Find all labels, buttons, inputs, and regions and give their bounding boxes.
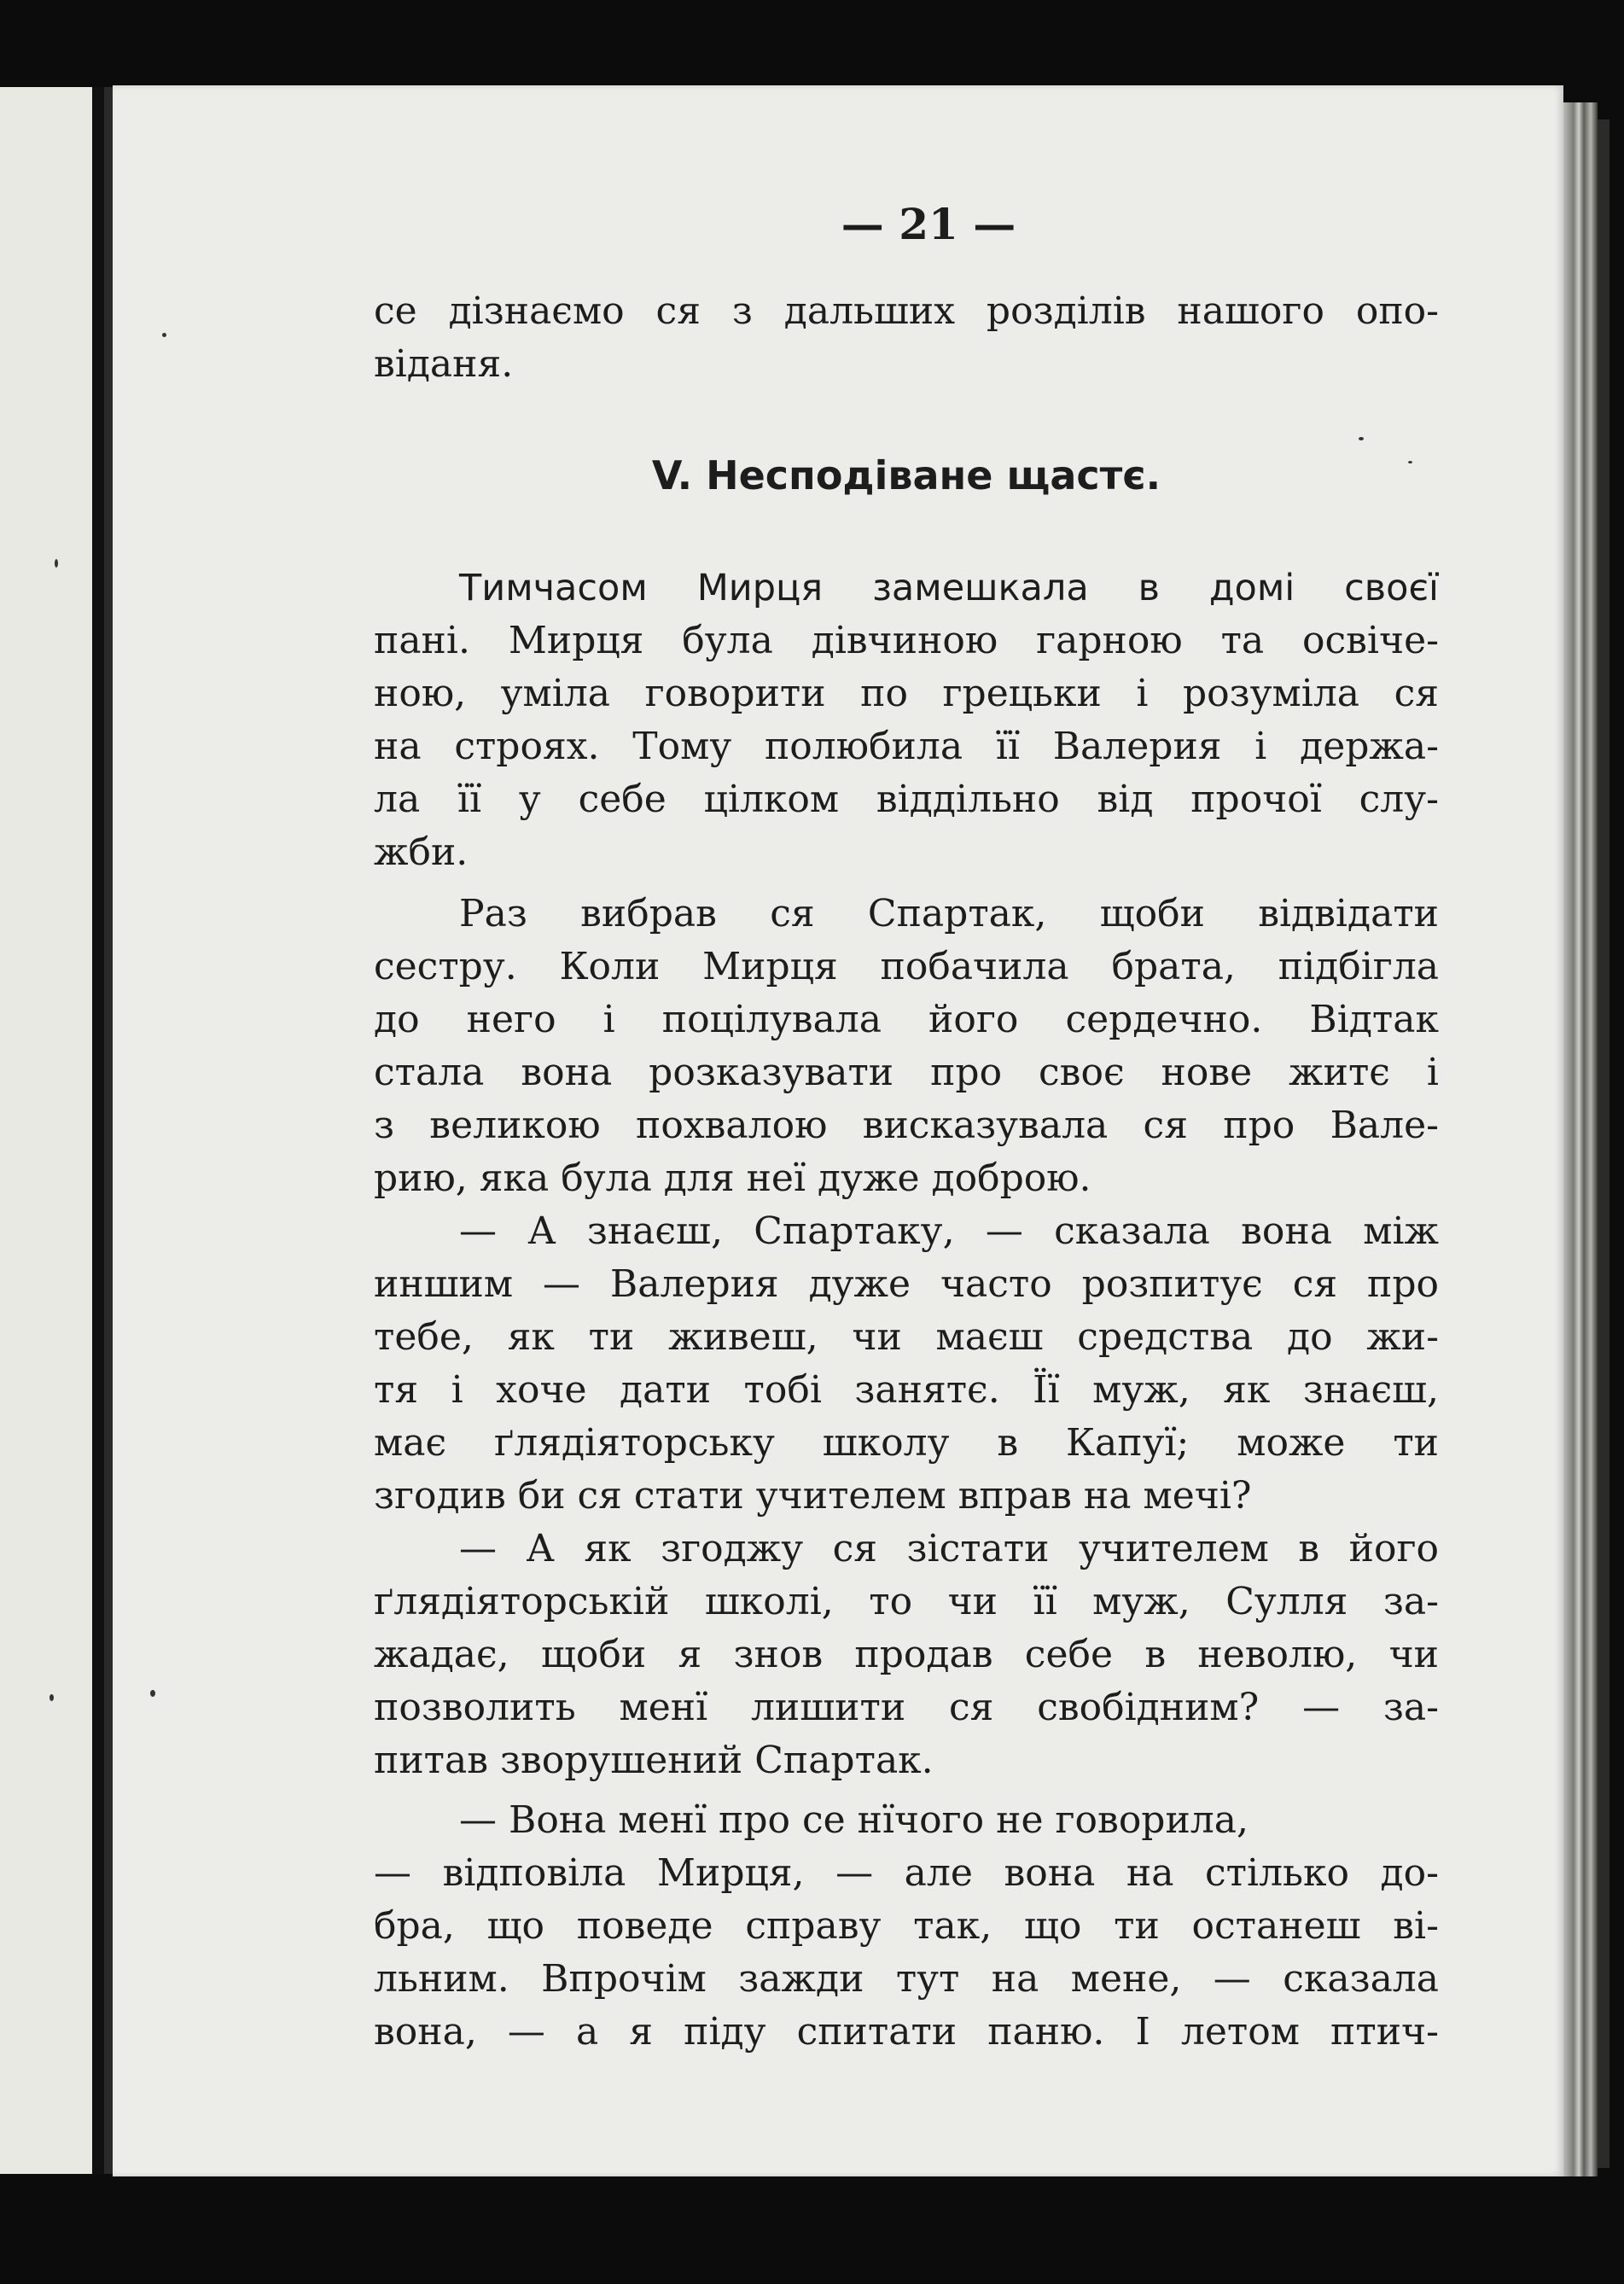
text-line: — А як згоджу ся зістати учителем в його bbox=[459, 1527, 1439, 1570]
paragraph-4 bbox=[374, 1523, 1439, 1787]
text-line: — Вона менї про се нїчого не говорила, bbox=[459, 1798, 1249, 1842]
text-line: сестру. Коли Мирця побачила брата, підбігла bbox=[374, 945, 1439, 988]
text-line: иншим — Валерия дуже часто розпитує ся про bbox=[374, 1262, 1439, 1306]
text-line: на строях. Тому полюбила її Валерия і держа- bbox=[374, 725, 1439, 768]
text-line: пані. Мирця була дівчиною гарною та освіче- bbox=[374, 619, 1439, 662]
paragraph-5 bbox=[374, 1794, 1439, 2059]
page-text-column bbox=[374, 198, 1439, 2059]
paragraph-2 bbox=[374, 888, 1439, 1205]
text-line: Тимчасом Мирця замешкала в домі своєї bbox=[459, 567, 1439, 609]
text-line: позволить менї лишити ся свобідним? — за- bbox=[374, 1686, 1439, 1729]
text-line: ла її у себе цілком віддільно від прочої слу- bbox=[374, 778, 1439, 821]
paragraph-3 bbox=[374, 1205, 1439, 1523]
text-line: віданя. bbox=[374, 342, 514, 386]
chapter-heading: V. Несподіване щастє. bbox=[651, 452, 1161, 498]
text-line: до него і поцілувала його сердечно. Відтак bbox=[374, 998, 1439, 1041]
paragraph-1 bbox=[374, 562, 1439, 879]
print-speck bbox=[162, 333, 166, 337]
text-line: — А знаєш, Спартаку, — сказала вона між bbox=[459, 1209, 1439, 1253]
text-line: жби. bbox=[374, 830, 469, 874]
text-line: вона, — а я піду спитати паню. І летом птич- bbox=[374, 2010, 1439, 2054]
print-speck bbox=[150, 1690, 155, 1697]
text-line: має ґлядіяторську школу в Капуї; може ти bbox=[374, 1421, 1439, 1465]
text-line: рию, яка була для неї дуже доброю. bbox=[374, 1157, 1091, 1200]
print-speck bbox=[49, 1694, 54, 1701]
text-line: бра, що поведе справу так, що ти останеш ві- bbox=[374, 1904, 1439, 1948]
book-gutter bbox=[104, 87, 113, 2174]
text-line: стала вона розказувати про своє нове житє і bbox=[374, 1051, 1439, 1094]
text-line: ґлядіяторській школі, то чи її муж, Сулля за- bbox=[374, 1580, 1439, 1623]
left-page-margin bbox=[0, 87, 101, 2174]
text-line: се дізнаємо ся з дальших розділів нашого опо- bbox=[374, 289, 1439, 333]
intro-paragraph bbox=[374, 285, 1439, 391]
page-number: — 21 — bbox=[841, 199, 1016, 249]
text-line: — відповіла Мирця, — але вона на стілько до- bbox=[374, 1851, 1439, 1895]
print-speck bbox=[55, 559, 58, 568]
text-line: згодив би ся стати учителем вправ на мечі? bbox=[374, 1474, 1252, 1518]
text-line: тя і хоче дати тобі занятє. Її муж, як знаєш, bbox=[374, 1368, 1439, 1412]
text-line: льним. Впрочім зажди тут на мене, — сказала bbox=[374, 1957, 1439, 2001]
text-line: тебе, як ти живеш, чи маєш средства до жи- bbox=[374, 1315, 1439, 1359]
page-stack-edge bbox=[1563, 102, 1598, 2176]
left-page-border bbox=[92, 87, 104, 2174]
text-line: з великою похвалою висказувала ся про Вале- bbox=[374, 1104, 1439, 1147]
page-stack-shadow bbox=[1598, 119, 1609, 2168]
text-line: ною, уміла говорити по грецьки і розуміла ся bbox=[374, 672, 1439, 715]
text-line: Раз вибрав ся Спартак, щоби відвідати bbox=[459, 892, 1439, 935]
text-line: жадає, щоби я знов продав себе в неволю, чи bbox=[374, 1633, 1439, 1676]
text-line: питав зворушений Спартак. bbox=[374, 1739, 934, 1782]
